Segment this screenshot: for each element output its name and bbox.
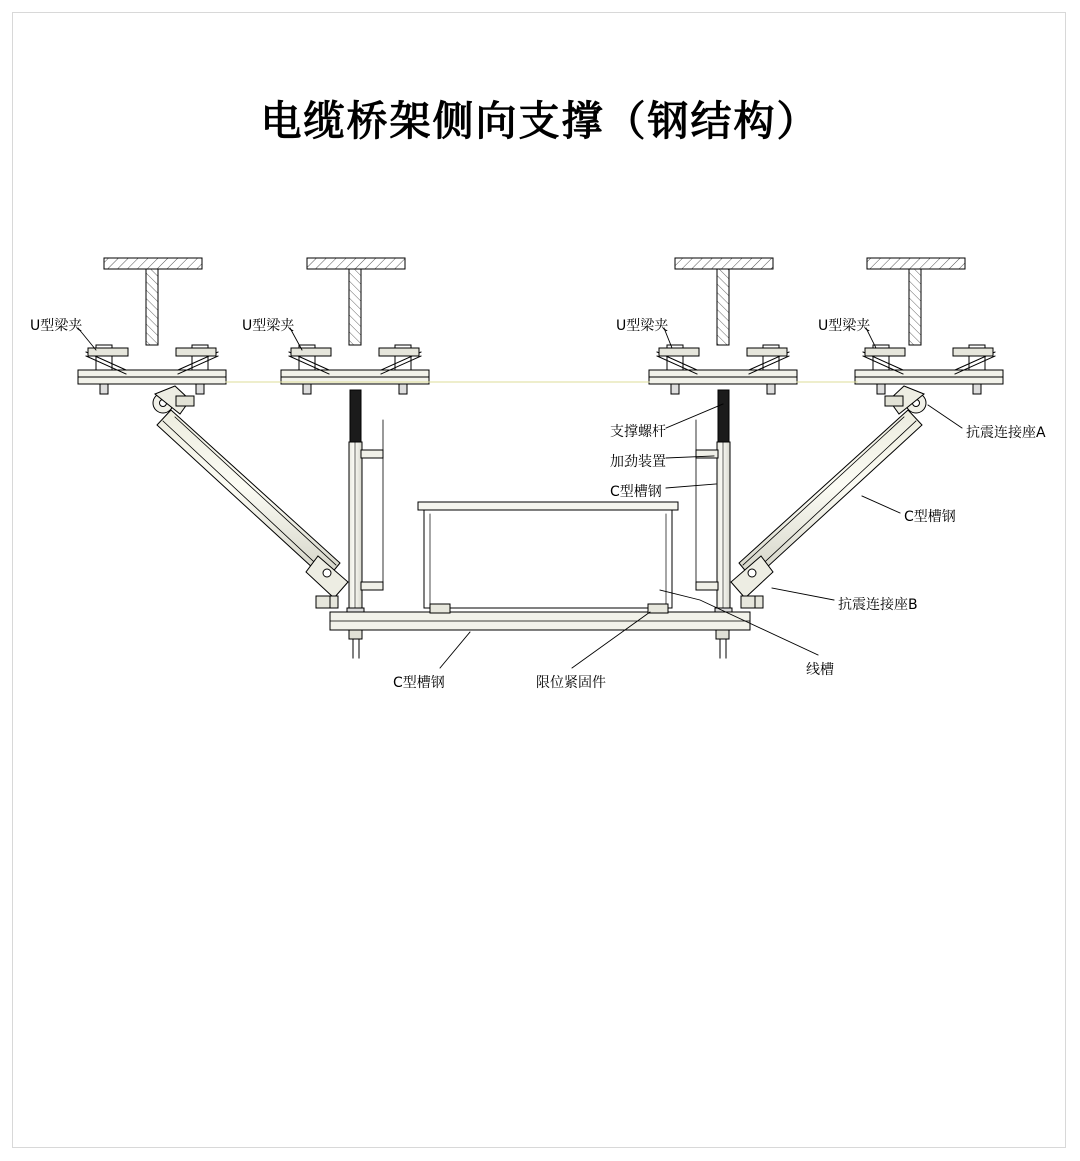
label-u-clamp-2: U型梁夹: [242, 318, 295, 334]
label-c-channel-bottom: C型槽钢: [393, 675, 445, 691]
label-u-clamp-4: U型梁夹: [818, 318, 871, 334]
page-title: 电缆桥架侧向支撑（钢结构）: [260, 97, 820, 145]
label-limit-fastener: 限位紧固件: [536, 675, 606, 691]
steel-beam-2: [281, 258, 429, 394]
label-cable-trunking: 线槽: [806, 662, 834, 678]
steel-beam-3: [649, 258, 797, 394]
label-seismic-connector-a: 抗震连接座A: [966, 425, 1046, 441]
vertical-hanger-right: [696, 390, 732, 618]
diagonal-brace-right: [731, 386, 926, 608]
label-c-channel-right: C型槽钢: [904, 509, 956, 525]
label-u-clamp-1: U型梁夹: [30, 318, 83, 334]
label-u-clamp-3: U型梁夹: [616, 318, 669, 334]
steel-beam-4: [855, 258, 1003, 394]
label-support-rod: 支撑螺杆: [610, 424, 666, 440]
cable-trunking-body: [418, 502, 678, 608]
bottom-c-channel: [330, 604, 750, 658]
label-stiffener: 加劲装置: [610, 454, 666, 470]
label-c-channel-mid: C型槽钢: [610, 484, 662, 500]
label-seismic-connector-b: 抗震连接座B: [838, 597, 918, 613]
steel-beam-1: [78, 258, 226, 394]
diagonal-brace-left: [153, 386, 348, 608]
vertical-hanger-left: [347, 390, 383, 618]
